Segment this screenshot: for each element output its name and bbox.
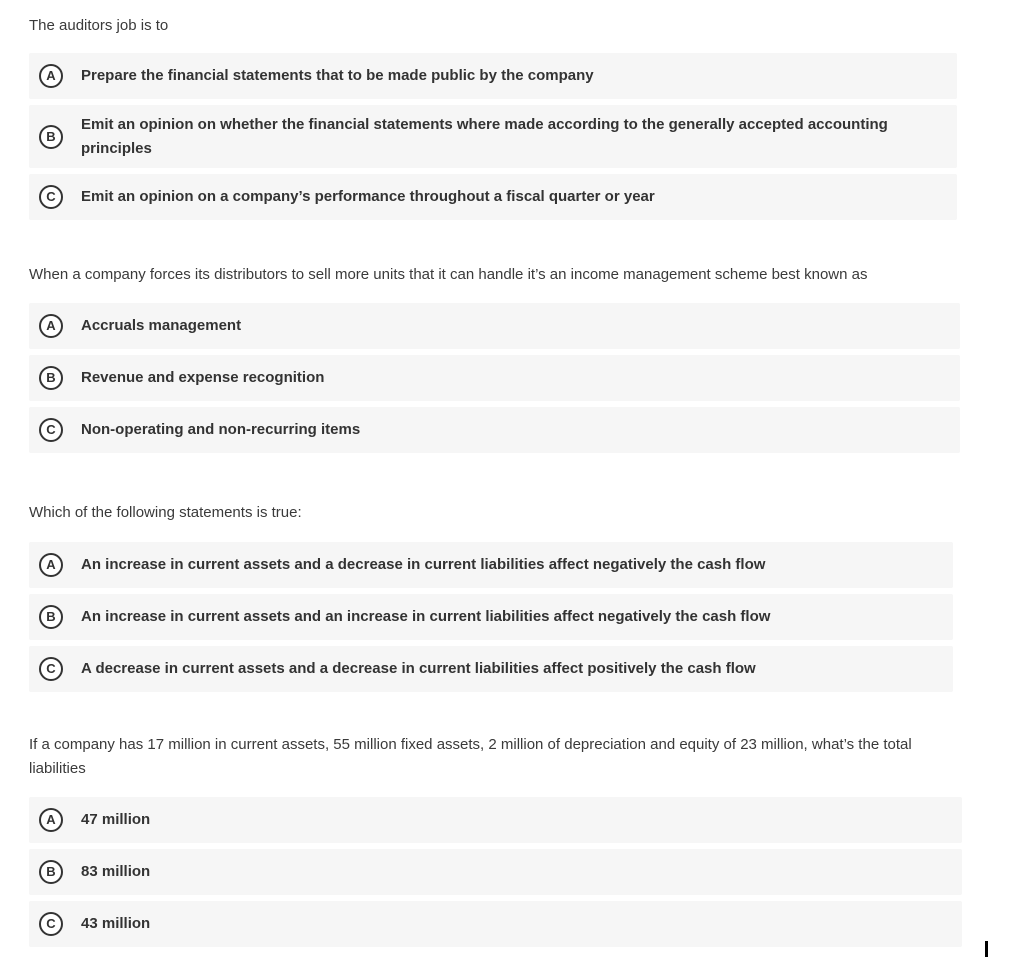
question-text: Which of the following statements is true: [29, 504, 302, 521]
option-letter-badge: A [39, 553, 63, 577]
question-3 [29, 501, 969, 677]
option-c[interactable] [29, 901, 962, 947]
option-c[interactable] [29, 174, 957, 220]
question-1 [29, 14, 969, 205]
option-letter-badge: B [39, 125, 63, 149]
option-a[interactable] [29, 303, 960, 349]
question-4 [29, 733, 969, 932]
option-a[interactable] [29, 53, 957, 99]
option-label: Accruals management [81, 317, 242, 334]
option-letter-badge: C [39, 185, 63, 209]
option-letter-badge: A [39, 808, 63, 832]
option-letter-badge: C [39, 657, 63, 681]
question-text: When a company forces its distributors to sell more units that it can handle it’s an income management scheme best known as [29, 266, 868, 283]
option-c[interactable] [29, 646, 953, 692]
option-label: 47 million [81, 811, 151, 828]
option-label: 83 million [81, 863, 151, 880]
option-a[interactable] [29, 797, 962, 843]
option-letter-badge: A [39, 64, 63, 88]
option-label: 43 million [81, 915, 151, 932]
option-label: Non-operating and non-recurring items [81, 421, 361, 438]
option-letter-badge: B [39, 366, 63, 390]
option-b[interactable] [29, 594, 953, 640]
question-text: The auditors job is to [29, 17, 169, 34]
text-cursor-icon [985, 941, 988, 957]
option-b[interactable] [29, 105, 957, 168]
option-b[interactable] [29, 849, 962, 895]
option-letter-badge: A [39, 314, 63, 338]
option-label: Emit an opinion on a company’s performance throughout a fiscal quarter or year [81, 188, 655, 205]
option-label: Revenue and expense recognition [81, 369, 325, 386]
option-label: Emit an opinion on whether the financial statements where made according to the generally accepted accounting principles [81, 116, 888, 157]
option-b[interactable] [29, 355, 960, 401]
option-letter-badge: B [39, 860, 63, 884]
question-text: If a company has 17 million in current assets, 55 million fixed assets, 2 million of depreciation and equity of 23 million, what’s the total liabilities [29, 736, 912, 777]
option-label: A decrease in current assets and a decrease in current liabilities affect positively the cash flow [81, 660, 756, 677]
option-label: An increase in current assets and a decrease in current liabilities affect negatively the cash flow [81, 556, 766, 573]
question-2 [29, 263, 969, 438]
option-c[interactable] [29, 407, 960, 453]
option-label: An increase in current assets and an increase in current liabilities affect negatively the cash flow [81, 608, 771, 625]
option-letter-badge: C [39, 912, 63, 936]
option-a[interactable] [29, 542, 953, 588]
option-letter-badge: B [39, 605, 63, 629]
option-label: Prepare the financial statements that to be made public by the company [81, 67, 594, 84]
option-letter-badge: C [39, 418, 63, 442]
